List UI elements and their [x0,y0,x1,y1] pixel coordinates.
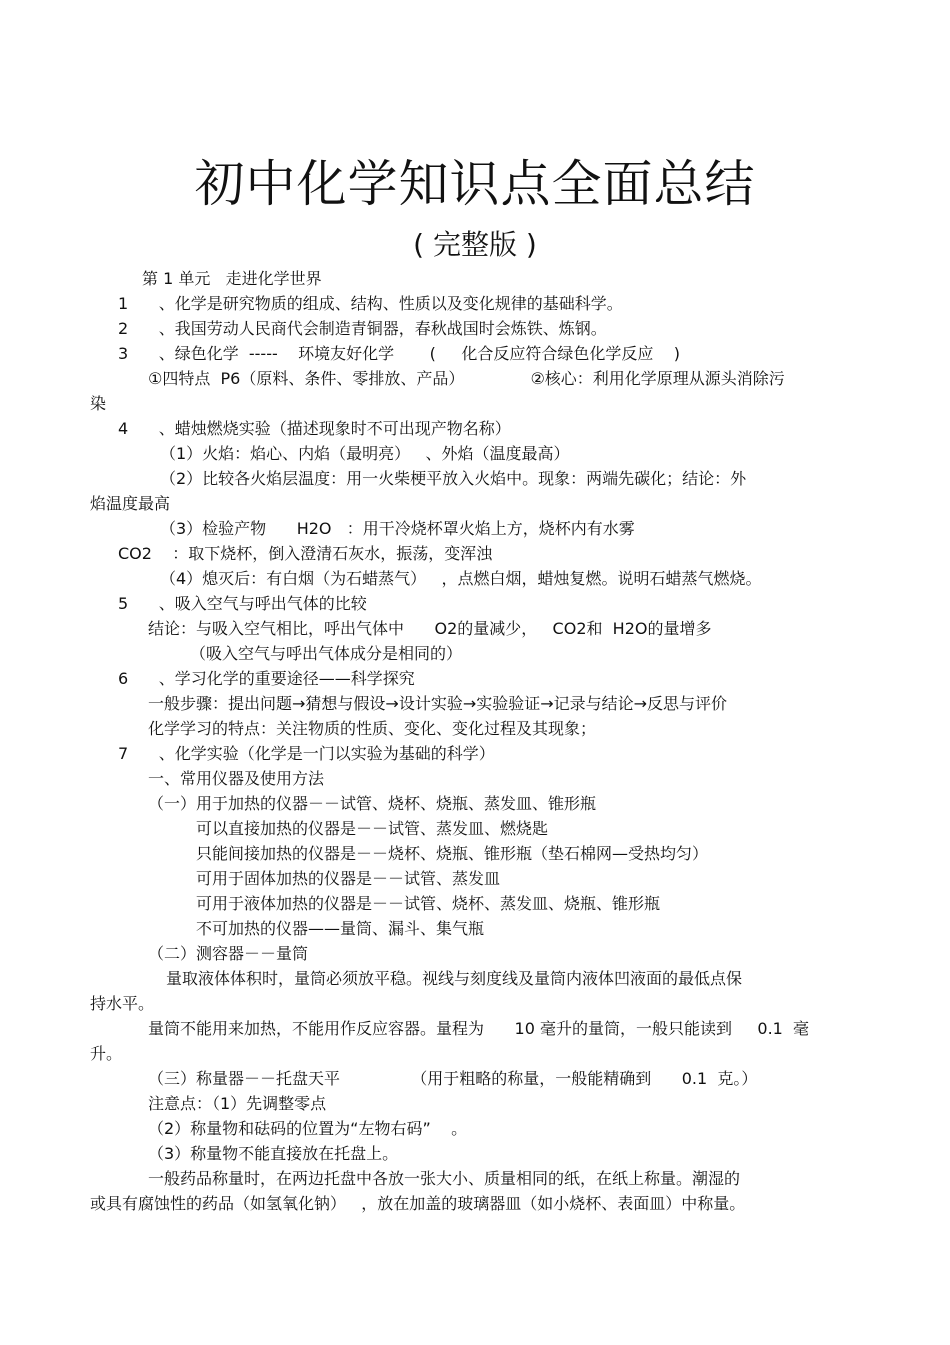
paragraph-line: （1）火焰：焰心、内焰（最明亮） 、外焰（温度最高） [160,444,570,463]
paragraph-line: 量取液体体积时，量筒必须放平稳。视线与刻度线及量筒内液体凹液面的最低点保 [166,969,743,988]
paragraph-line: 6 、学习化学的重要途径——科学探究 [118,669,415,688]
paragraph-line: （三）称量器－－托盘天平 （用于粗略的称量，一般能精确到 0.1 克。） [148,1069,758,1088]
paragraph-line: 化学学习的特点：关注物质的性质、变化、变化过程及其现象； [148,719,597,738]
paragraph-line: （一）用于加热的仪器－－试管、烧杯、烧瓶、蒸发皿、锥形瓶 [148,794,597,813]
paragraph-line: 注意点：（1）先调整零点 [148,1094,327,1113]
paragraph-line: （3）检验产物 H2O ：用干冷烧杯罩火焰上方，烧杯内有水雾 [160,519,635,538]
paragraph-line: 一般步骤：提出问题→猜想与假设→设计实验→实验验证→记录与结论→反思与评价 [148,694,728,713]
paragraph-line: 可以直接加热的仪器是－－试管、蒸发皿、燃烧匙 [196,819,549,838]
paragraph-line: 结论：与吸入空气相比，呼出气体中 O2的量减少， CO2和 H2O的量增多 [148,619,712,638]
paragraph-line: CO2 ：取下烧杯，倒入澄清石灰水，振荡，变浑浊 [118,544,493,563]
paragraph-line: （2）比较各火焰层温度：用一火柴梗平放入火焰中。现象：两端先碳化；结论：外 [160,469,747,488]
paragraph-line: 5 、吸入空气与呼出气体的比较 [118,594,367,613]
paragraph-line: 升。 [90,1044,123,1063]
unit-heading: 第 1 单元 走进化学世界 [142,269,322,288]
paragraph-line: 可用于固体加热的仪器是－－试管、蒸发皿 [196,869,501,888]
paragraph-line: 可用于液体加热的仪器是－－试管、烧杯、蒸发皿、烧瓶、锥形瓶 [196,894,661,913]
paragraph-line: 染 [90,394,107,413]
paragraph-line: 3 、绿色化学 ----- 环境友好化学 ( 化合反应符合绿色化学反应 ) [118,344,680,363]
paragraph-line: 焰温度最高 [90,494,171,513]
paragraph-line: （3）称量物不能直接放在托盘上。 [148,1144,399,1163]
paragraph-line: 1 、化学是研究物质的组成、结构、性质以及变化规律的基础科学。 [118,294,623,313]
paragraph-line: （4）熄灭后：有白烟（为石蜡蒸气） ，点燃白烟，蜡烛复燃。说明石蜡蒸气燃烧。 [160,569,762,588]
section-heading: 一、常用仪器及使用方法 [148,769,325,788]
paragraph-line: 7 、化学实验（化学是一门以实验为基础的科学） [118,744,495,763]
paragraph-line: （二）测容器－－量筒 [148,944,309,963]
paragraph-line: 一般药品称量时，在两边托盘中各放一张大小、质量相同的纸，在纸上称量。潮湿的 [148,1169,741,1188]
paragraph-line: 不可加热的仪器——量筒、漏斗、集气瓶 [196,919,485,938]
paragraph-line: （2）称量物和砝码的位置为“左物右码” 。 [148,1119,468,1138]
paragraph-line: 只能间接加热的仪器是－－烧杯、烧瓶、锥形瓶（垫石棉网—受热均匀） [196,844,709,863]
paragraph-line: 或具有腐蚀性的药品（如氢氧化钠） ，放在加盖的玻璃器皿（如小烧杯、表面皿）中称量。 [90,1194,746,1213]
document-title: 初中化学知识点全面总结 [194,155,756,213]
paragraph-line: 持水平。 [90,994,155,1013]
paragraph-line: 量筒不能用来加热，不能用作反应容器。量程为 10 毫升的量筒，一般只能读到 0.1 毫 [148,1019,810,1038]
paragraph-line: 2 、我国劳动人民商代会制造青铜器，春秋战国时会炼铁、炼钢。 [118,319,607,338]
document-subtitle: ( 完整版 ) [413,228,537,261]
paragraph-line: （吸入空气与呼出气体成分是相同的） [190,644,463,663]
paragraph-line: 4 、蜡烛燃烧实验（描述现象时不可出现产物名称） [118,419,511,438]
paragraph-line: ①四特点 P6（原料、条件、零排放、产品） ②核心：利用化学原理从源头消除污 [148,369,785,388]
